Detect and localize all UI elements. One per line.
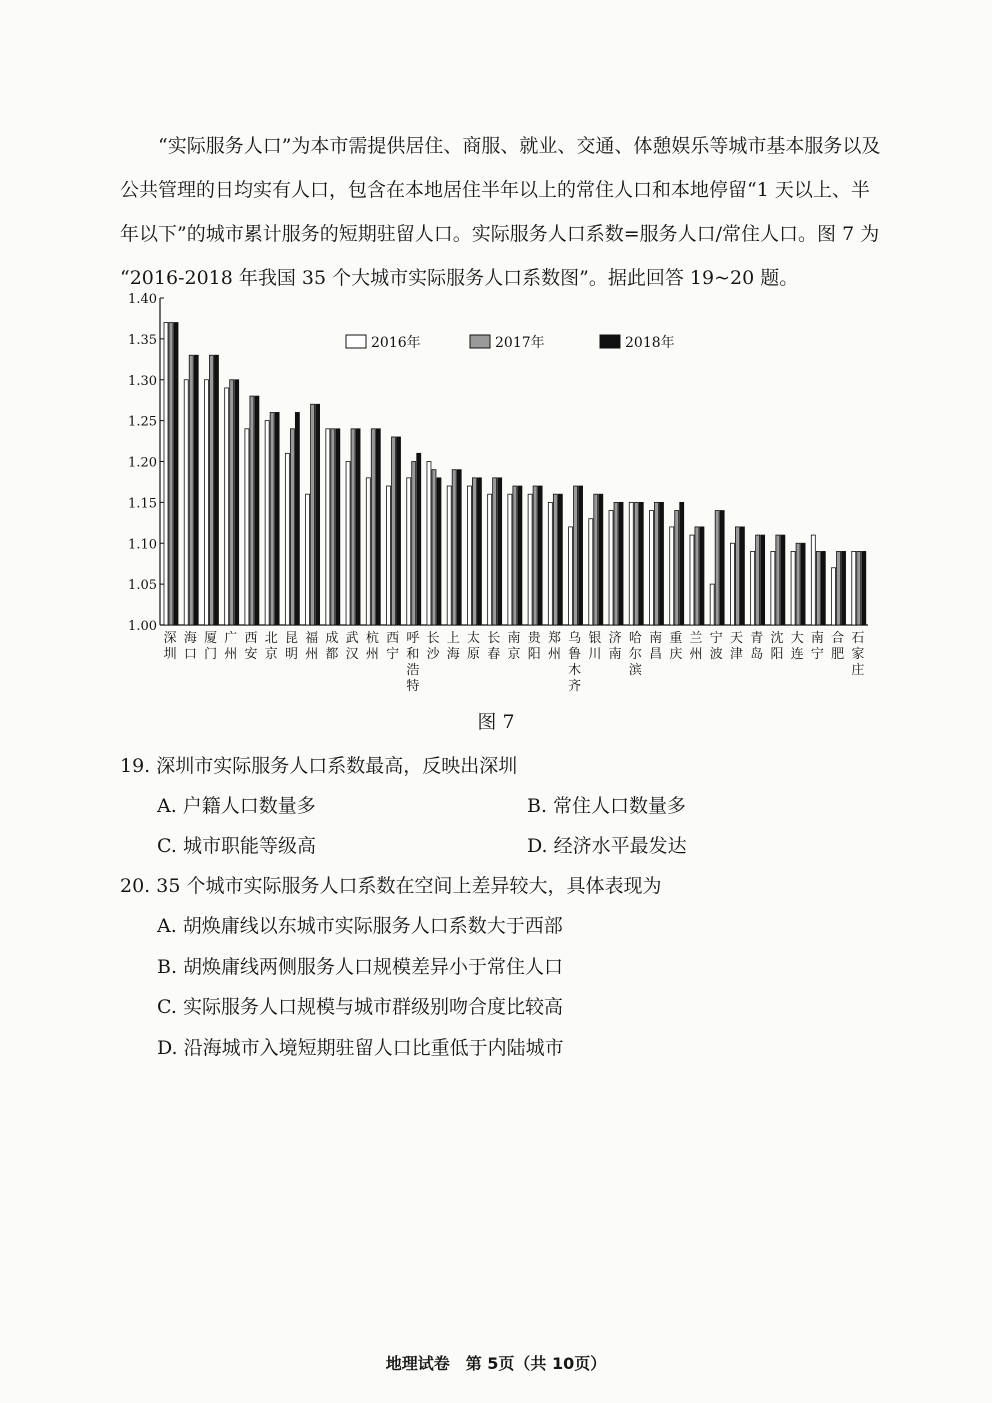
x-category-label: 津 [730, 647, 744, 662]
intro-line-1: “实际服务人口”为本市需提供居住、商服、就业、交通、体憩娱乐等城市基本服务以及 [158, 135, 881, 157]
bar-2018年-福州 [316, 404, 320, 625]
legend-label: 2017年 [495, 335, 545, 351]
question-20-option-a[interactable]: A. 胡焕庸线以东城市实际服务人口系数大于西部 [157, 915, 563, 937]
bar-2018年-长春 [498, 478, 502, 625]
x-category-label: 兰 [689, 631, 703, 646]
x-category-label: 明 [284, 647, 298, 662]
x-category-label: 银 [588, 631, 602, 646]
bar-2017年-郑州 [553, 494, 557, 625]
x-category-label: 海 [446, 647, 460, 662]
bar-2016年-大连 [791, 551, 795, 625]
bar-2017年-合肥 [837, 551, 841, 625]
x-category-label: 太 [467, 631, 481, 646]
bar-2018年-青岛 [761, 535, 765, 625]
question-20-option-b[interactable]: B. 胡焕庸线两侧服务人口规模差异小于常住人口 [157, 956, 564, 978]
x-category-label: 州 [547, 647, 561, 662]
bar-2018年-广州 [235, 380, 239, 625]
x-category-label: 西 [244, 631, 258, 646]
bar-2018年-济南 [619, 502, 623, 625]
bar-2017年-天津 [735, 527, 739, 625]
bar-2018年-上海 [457, 470, 461, 625]
x-category-label: 石 [851, 631, 865, 646]
bar-2017年-南昌 [654, 502, 658, 625]
intro-line-2: 公共管理的日均实有人口，包含在本地居住半年以上的常住人口和本地停留“1 天以上、半 [120, 179, 870, 201]
x-category-label: 长 [426, 631, 440, 646]
bar-2017年-西宁 [392, 437, 396, 625]
bar-2017年-昆明 [290, 429, 294, 625]
x-category-label: 成 [325, 631, 339, 646]
bar-2016年-北京 [265, 421, 269, 625]
bar-2017年-海口 [189, 355, 193, 625]
x-category-label: 门 [204, 647, 218, 662]
x-category-label: 浩 [406, 663, 420, 678]
question-19-stem: 19. 深圳市实际服务人口系数最高，反映出深圳 [120, 755, 518, 777]
bar-2016年-深圳 [164, 323, 168, 625]
bar-2017年-大连 [796, 543, 800, 625]
bar-2018年-厦门 [214, 355, 218, 625]
x-category-label: 武 [345, 631, 359, 646]
bar-2017年-福州 [311, 404, 315, 625]
x-category-label: 南 [810, 631, 824, 646]
bar-2017年-北京 [270, 412, 274, 625]
x-category-label: 川 [588, 647, 602, 662]
bar-2017年-石家庄 [857, 551, 861, 625]
x-category-label: 贵 [527, 631, 541, 646]
x-category-label: 京 [264, 647, 278, 662]
x-category-label: 杭 [365, 631, 379, 646]
bar-2018年-沈阳 [781, 535, 785, 625]
bar-2018年-太原 [477, 478, 481, 625]
x-category-label: 春 [487, 647, 501, 662]
bar-2018年-南宁 [821, 551, 825, 625]
bar-2018年-南京 [518, 486, 522, 625]
x-category-label: 青 [750, 631, 764, 646]
bar-2017年-杭州 [371, 429, 375, 625]
bar-2018年-兰州 [700, 527, 704, 625]
x-category-label: 京 [507, 647, 521, 662]
bar-2016年-贵阳 [528, 494, 532, 625]
bar-2018年-杭州 [376, 429, 380, 625]
bar-2017年-深圳 [169, 323, 173, 625]
bar-2016年-广州 [225, 388, 229, 625]
bar-2018年-武汉 [356, 429, 360, 625]
bar-2016年-南昌 [649, 511, 653, 625]
bar-2017年-上海 [452, 470, 456, 625]
legend-swatch-2016年 [346, 335, 366, 348]
page-footer: 地理试卷 第 5页（共 10页） [385, 1354, 607, 1373]
question-19-option-a[interactable]: A. 户籍人口数量多 [157, 795, 316, 817]
figure-caption: 图 7 [477, 711, 515, 733]
x-category-label: 安 [244, 647, 258, 662]
x-category-label: 南 [649, 631, 663, 646]
bar-2016年-西安 [245, 429, 249, 625]
bar-2018年-成都 [336, 429, 340, 625]
x-category-label: 州 [224, 647, 238, 662]
bar-2017年-西安 [250, 396, 254, 625]
x-category-label: 福 [305, 631, 319, 646]
bar-2018年-郑州 [558, 494, 562, 625]
bar-2016年-哈尔滨 [629, 502, 633, 625]
bar-2017年-乌鲁木齐 [574, 486, 578, 625]
bar-2016年-武汉 [346, 462, 350, 626]
y-tick-label: 1.20 [128, 455, 157, 471]
x-category-label: 海 [183, 631, 197, 646]
bar-2017年-青岛 [756, 535, 760, 625]
bar-2016年-青岛 [751, 551, 755, 625]
bar-2016年-杭州 [366, 478, 370, 625]
bar-2016年-西宁 [387, 486, 391, 625]
x-category-label: 沈 [770, 631, 784, 646]
bar-2016年-济南 [609, 511, 613, 625]
bar-2016年-成都 [326, 429, 330, 625]
x-category-label: 济 [608, 631, 622, 646]
question-19-option-b[interactable]: B. 常住人口数量多 [527, 795, 687, 817]
bar-2017年-重庆 [675, 511, 679, 625]
x-category-label: 郑 [547, 631, 561, 646]
legend-swatch-2018年 [600, 335, 620, 348]
bar-2018年-昆明 [295, 412, 299, 625]
bar-2017年-厦门 [209, 355, 213, 625]
x-category-label: 乌 [568, 631, 582, 646]
x-category-label: 州 [305, 647, 319, 662]
bar-2017年-长春 [493, 478, 497, 625]
y-tick-label: 1.05 [128, 578, 157, 594]
population-coefficient-chart [110, 284, 880, 704]
x-category-label: 广 [224, 631, 238, 646]
bar-2017年-呼和浩特 [412, 462, 416, 626]
bar-2018年-石家庄 [862, 551, 866, 625]
x-category-label: 州 [365, 647, 379, 662]
bar-2017年-太原 [472, 478, 476, 625]
x-category-label: 宁 [709, 631, 723, 646]
bar-2016年-沈阳 [771, 551, 775, 625]
bar-2016年-合肥 [832, 568, 836, 625]
bar-2016年-天津 [730, 543, 734, 625]
x-category-label: 原 [467, 647, 481, 662]
bar-2017年-银川 [594, 494, 598, 625]
x-category-label: 木 [568, 663, 582, 678]
bar-2016年-乌鲁木齐 [569, 527, 573, 625]
bar-2018年-长沙 [437, 478, 441, 625]
bar-2018年-西安 [255, 396, 259, 625]
bar-2016年-昆明 [285, 453, 289, 625]
question-20-option-c[interactable]: C. 实际服务人口规模与城市群级别吻合度比较高 [157, 996, 563, 1018]
bar-2016年-长沙 [427, 462, 431, 626]
x-category-label: 齐 [568, 679, 582, 694]
bar-2018年-重庆 [680, 502, 684, 625]
x-category-label: 阳 [770, 647, 784, 662]
x-category-label: 重 [669, 631, 683, 646]
x-category-label: 南 [507, 631, 521, 646]
bar-2018年-海口 [194, 355, 198, 625]
bar-2016年-长春 [488, 494, 492, 625]
question-19-option-c[interactable]: C. 城市职能等级高 [157, 835, 316, 857]
bar-2016年-上海 [447, 486, 451, 625]
x-category-label: 肥 [831, 647, 845, 662]
bar-2016年-厦门 [204, 380, 208, 625]
x-category-label: 昌 [649, 647, 663, 662]
bar-2016年-呼和浩特 [407, 478, 411, 625]
x-category-label: 庄 [851, 663, 865, 678]
x-category-label: 厦 [204, 631, 218, 646]
x-category-label: 长 [487, 631, 501, 646]
bar-2018年-呼和浩特 [417, 453, 421, 625]
question-19-option-d[interactable]: D. 经济水平最发达 [527, 835, 687, 857]
bar-2018年-南昌 [659, 502, 663, 625]
x-category-label: 州 [689, 647, 703, 662]
bar-2017年-哈尔滨 [634, 502, 638, 625]
x-category-label: 岛 [750, 647, 764, 662]
bar-2016年-宁波 [710, 584, 714, 625]
x-category-label: 都 [325, 647, 339, 662]
bar-2016年-石家庄 [852, 551, 856, 625]
x-category-label: 鲁 [568, 647, 582, 662]
bar-2017年-宁波 [715, 511, 719, 625]
y-tick-label: 1.25 [128, 414, 157, 430]
bar-2016年-南京 [508, 494, 512, 625]
bar-2016年-郑州 [548, 502, 552, 625]
x-category-label: 尔 [628, 647, 642, 662]
bar-2018年-贵阳 [538, 486, 542, 625]
x-category-label: 连 [790, 647, 804, 662]
legend-swatch-2017年 [470, 335, 490, 348]
bar-2017年-南京 [513, 486, 517, 625]
bar-2017年-沈阳 [776, 535, 780, 625]
bar-2017年-广州 [230, 380, 234, 625]
x-category-label: 宁 [810, 647, 824, 662]
x-category-label: 滨 [628, 663, 642, 678]
x-category-label: 庆 [669, 647, 683, 662]
bar-2016年-海口 [184, 380, 188, 625]
y-tick-label: 1.30 [128, 373, 157, 389]
x-category-label: 家 [851, 647, 865, 662]
x-category-label: 北 [264, 631, 278, 646]
x-category-label: 合 [831, 631, 845, 646]
bar-2017年-贵阳 [533, 486, 537, 625]
legend-label: 2016年 [371, 335, 421, 351]
intro-line-4: “2016-2018 年我国 35 个大城市实际服务人口系数图”。据此回答 19~20 题。 [120, 267, 799, 289]
question-20-option-d[interactable]: D. 沿海城市入境短期驻留人口比重低于内陆城市 [157, 1037, 564, 1059]
bar-2018年-哈尔滨 [639, 502, 643, 625]
x-category-label: 圳 [163, 647, 177, 662]
bar-2018年-大连 [801, 543, 805, 625]
x-category-label: 南 [608, 647, 622, 662]
bar-2018年-宁波 [720, 511, 724, 625]
bar-2017年-南宁 [816, 551, 820, 625]
bar-2016年-南宁 [811, 535, 815, 625]
x-category-label: 西 [386, 631, 400, 646]
y-tick-label: 1.40 [128, 292, 157, 307]
bar-2018年-北京 [275, 412, 279, 625]
bar-2017年-成都 [331, 429, 335, 625]
question-20-stem: 20. 35 个城市实际服务人口系数在空间上差异较大，具体表现为 [120, 875, 662, 897]
x-category-label: 深 [163, 631, 177, 646]
bar-2018年-西宁 [397, 437, 401, 625]
intro-paragraph [120, 124, 890, 300]
bar-2018年-合肥 [842, 551, 846, 625]
y-tick-label: 1.15 [128, 496, 157, 512]
x-category-label: 口 [183, 647, 197, 662]
y-tick-label: 1.00 [128, 619, 157, 634]
bar-2017年-武汉 [351, 429, 355, 625]
bar-2016年-太原 [467, 486, 471, 625]
x-category-label: 沙 [426, 647, 440, 662]
bar-2016年-银川 [589, 519, 593, 625]
y-tick-label: 1.10 [128, 537, 157, 553]
bar-2016年-福州 [306, 494, 310, 625]
x-category-label: 哈 [628, 631, 642, 646]
x-category-label: 天 [730, 631, 744, 646]
intro-line-3: 年以下”的城市累计服务的短期驻留人口。实际服务人口系数=服务人口/常住人口。图 7 为 [120, 223, 880, 245]
bar-2018年-银川 [599, 494, 603, 625]
bar-2018年-乌鲁木齐 [579, 486, 583, 625]
bar-2018年-天津 [740, 527, 744, 625]
x-category-label: 上 [446, 631, 460, 646]
x-category-label: 宁 [386, 647, 400, 662]
legend-label: 2018年 [625, 335, 675, 351]
x-category-label: 呼 [406, 631, 420, 646]
y-tick-label: 1.35 [128, 332, 157, 348]
bar-2016年-兰州 [690, 535, 694, 625]
bar-2017年-兰州 [695, 527, 699, 625]
x-category-label: 特 [406, 679, 420, 694]
x-category-label: 汉 [345, 647, 359, 662]
bar-2017年-济南 [614, 502, 618, 625]
x-category-label: 大 [790, 631, 804, 646]
x-category-label: 波 [709, 647, 723, 662]
x-category-label: 阳 [527, 647, 541, 662]
x-category-label: 和 [406, 647, 420, 662]
bar-2016年-重庆 [670, 527, 674, 625]
bar-2017年-长沙 [432, 470, 436, 625]
bar-2018年-深圳 [174, 323, 178, 625]
x-category-label: 昆 [284, 631, 298, 646]
